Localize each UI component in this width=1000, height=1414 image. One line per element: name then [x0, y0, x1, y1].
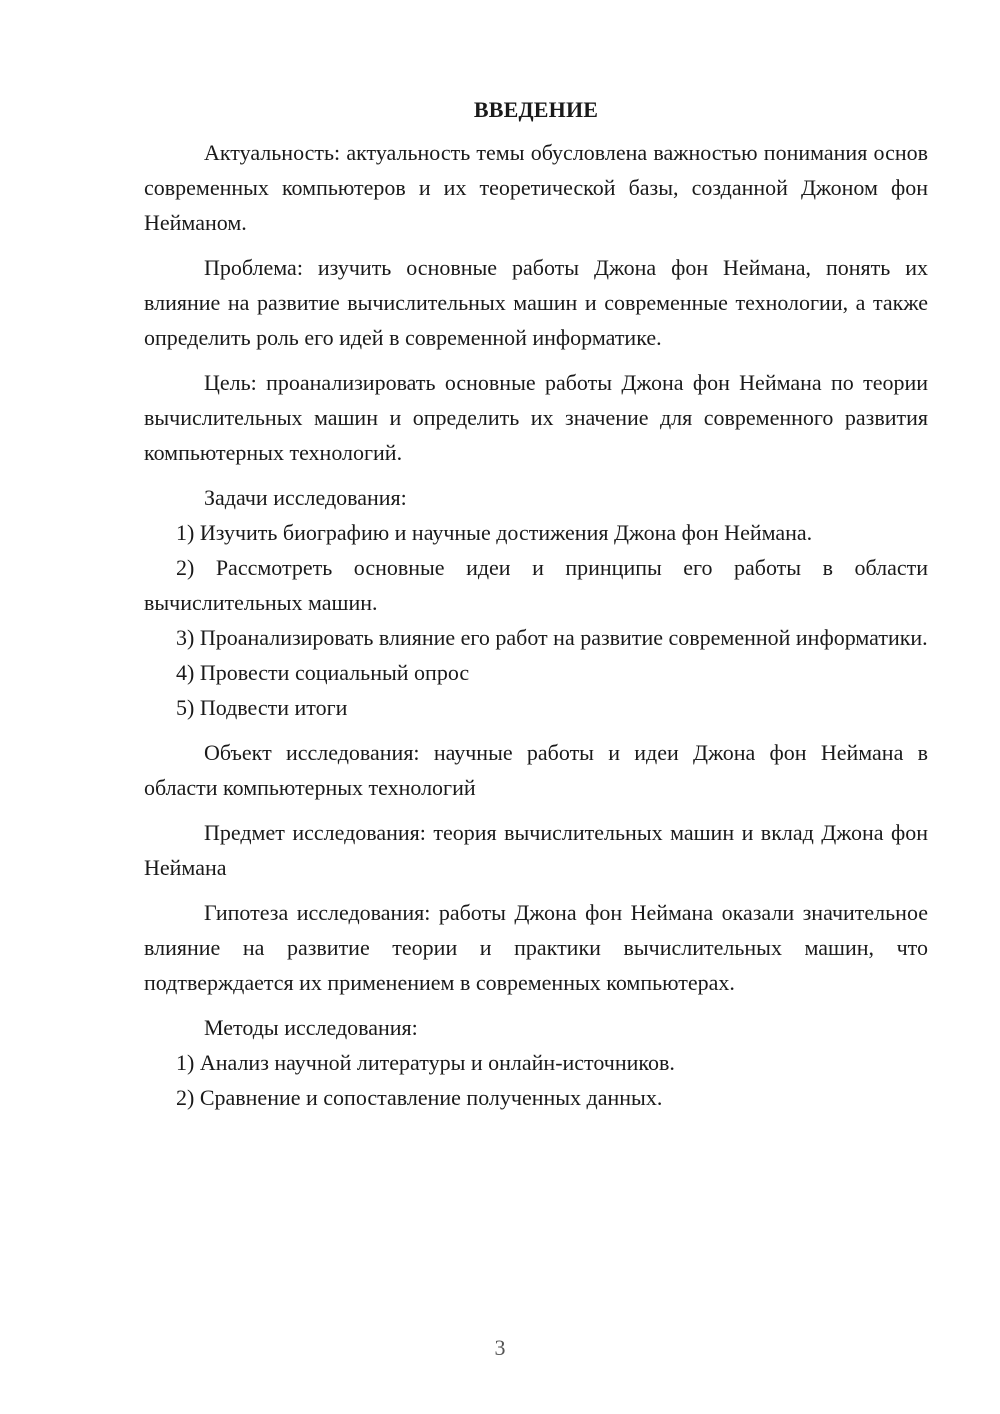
subject-paragraph: Предмет исследования: теория вычислительных машин и вклад Джона фон Неймана [144, 820, 928, 880]
method-item: 1) Анализ научной литературы и онлайн-источников. [176, 1050, 675, 1075]
task-item: 2) Рассмотреть основные идеи и принципы его работы в области вычислительных машин. [144, 555, 928, 615]
relevance-paragraph: Актуальность: актуальность темы обусловлена важностью понимания основ современных компьютеров и их теоретической базы, созданной Джоном фон Нейманом. [144, 140, 928, 235]
problem-paragraph: Проблема: изучить основные работы Джона фон Неймана, понять их влияние на развитие вычислительных машин и современные технологии, а также определить роль его идей в современной информатике. [144, 255, 928, 350]
page-number: 3 [494, 1335, 506, 1360]
hypothesis-paragraph: Гипотеза исследования: работы Джона фон Неймана оказали значительное влияние на развитие теории и практики вычислительных машин, что подтверждается их применением в современных компьютерах. [144, 900, 928, 995]
goal-paragraph: Цель: проанализировать основные работы Джона фон Неймана по теории вычислительных машин и определить их значение для современного развития компьютерных технологий. [144, 370, 928, 465]
task-item: 3) Проанализировать влияние его работ на развитие современной информатики. [176, 625, 928, 650]
task-item: 1) Изучить биографию и научные достижения Джона фон Неймана. [176, 520, 813, 545]
tasks-heading: Задачи исследования: [204, 485, 407, 510]
task-item: 5) Подвести итоги [176, 695, 348, 720]
task-item: 4) Провести социальный опрос [176, 660, 470, 685]
object-paragraph: Объект исследования: научные работы и идеи Джона фон Неймана в области компьютерных технологий [144, 740, 928, 800]
page-content [144, 92, 928, 1115]
method-item: 2) Сравнение и сопоставление полученных данных. [176, 1085, 663, 1110]
methods-heading: Методы исследования: [204, 1015, 418, 1040]
page-title: ВВЕДЕНИЕ [473, 97, 599, 122]
